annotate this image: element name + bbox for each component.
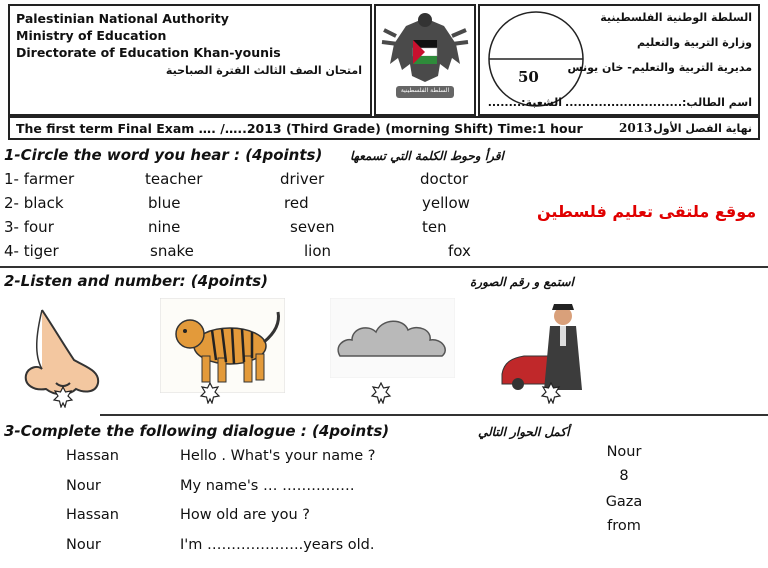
header-ar-authority: السلطة الوطنية الفلسطينية <box>600 11 752 24</box>
dialogue-speaker: Hassan <box>66 448 119 464</box>
watermark-text: موقع ملتقى تعليم فلسطين <box>537 202 757 221</box>
header-ar-directorate: مديرية التربية والتعليم- خان يونس <box>567 61 752 74</box>
score-circle-icon <box>486 9 586 109</box>
divider-1 <box>0 266 768 268</box>
section1-title: 1-Circle the word you hear : (4points) <box>4 146 323 164</box>
word-option[interactable]: seven <box>290 218 335 236</box>
header-authority: Palestinian National Authority <box>16 11 229 26</box>
word-option-numbered[interactable]: 1- farmer <box>4 170 75 188</box>
dialogue-speaker: Nour <box>66 536 101 553</box>
word-option[interactable]: blue <box>148 194 181 212</box>
word-bank-item: from <box>607 518 641 534</box>
emblem-caption: السلطة الفلسطينية <box>400 87 450 94</box>
section1-title-ar: اقرأ وحوط الكلمة التي تسمعها <box>350 149 504 163</box>
divider-2 <box>100 414 768 416</box>
answer-star-4[interactable] <box>540 382 562 404</box>
man-car-picture <box>498 300 596 392</box>
word-option[interactable]: doctor <box>420 170 469 188</box>
dialogue-speaker: Hassan <box>66 507 119 523</box>
answer-star-1[interactable] <box>52 386 74 408</box>
section3-title-ar: أكمل الحوار التالي <box>478 425 570 439</box>
header-ar-ministry: وزارة التربية والتعليم <box>637 36 752 49</box>
dialogue-block <box>0 448 600 566</box>
dialogue-line[interactable]: I'm ………………..years old. <box>180 536 375 553</box>
header-left-box <box>8 4 372 116</box>
section3-title: 3-Complete the following dialogue : (4points) <box>4 422 390 440</box>
section2-title-ar: استمع و رقم الصورة <box>470 275 574 289</box>
word-option[interactable]: nine <box>148 218 181 236</box>
emblem-box <box>374 4 476 116</box>
section2-title: 2-Listen and number: (4points) <box>4 272 268 290</box>
student-section-field: الشعبة:........ <box>487 96 562 109</box>
answer-star-2[interactable] <box>199 382 221 404</box>
answer-star-3[interactable] <box>370 382 392 404</box>
dialogue-line[interactable]: How old are you ? <box>180 507 310 523</box>
section1-word-grid <box>0 170 520 266</box>
exam-year: 2013 <box>619 121 653 135</box>
word-bank-item: Nour <box>606 444 642 460</box>
word-option[interactable]: yellow <box>422 194 470 212</box>
word-option-numbered[interactable]: 4- tiger <box>4 242 59 260</box>
word-option[interactable]: lion <box>304 242 332 260</box>
word-option-numbered[interactable]: 3- four <box>4 218 54 236</box>
header-exam-subtitle: امتحان الصف الثالث الفترة الصباحية <box>165 64 362 77</box>
exam-title: The first term Final Exam …. /…..2013 (Third Grade) (morning Shift) Time:1 hour <box>16 121 583 136</box>
header-right-box <box>478 4 760 116</box>
header-directorate: Directorate of Education Khan-younis <box>16 45 281 60</box>
tiger-picture <box>160 298 285 393</box>
palestine-emblem-icon <box>376 6 474 114</box>
word-option[interactable]: fox <box>448 242 471 260</box>
word-bank-item: 8 <box>619 468 629 484</box>
cloud-picture <box>330 298 455 378</box>
dialogue-line[interactable]: My name's … …………… <box>180 477 355 494</box>
word-option-numbered[interactable]: 2- black <box>4 194 64 212</box>
word-option[interactable]: ten <box>422 218 447 236</box>
score-total: 50 <box>518 68 539 86</box>
dialogue-line[interactable]: Hello . What's your name ? <box>180 448 376 464</box>
header-ministry: Ministry of Education <box>16 28 167 43</box>
word-bank <box>594 444 654 544</box>
exam-info-bar <box>8 116 760 140</box>
student-name-field: اسم الطالب:............................ <box>565 96 752 109</box>
dialogue-speaker: Nour <box>66 477 101 494</box>
word-bank-item: Gaza <box>605 494 643 510</box>
word-option[interactable]: snake <box>150 242 194 260</box>
word-option[interactable]: driver <box>280 170 325 188</box>
word-option[interactable]: red <box>284 194 309 212</box>
exam-term-ar: نهاية الفصل الأول <box>653 122 752 135</box>
word-option[interactable]: teacher <box>145 170 203 188</box>
